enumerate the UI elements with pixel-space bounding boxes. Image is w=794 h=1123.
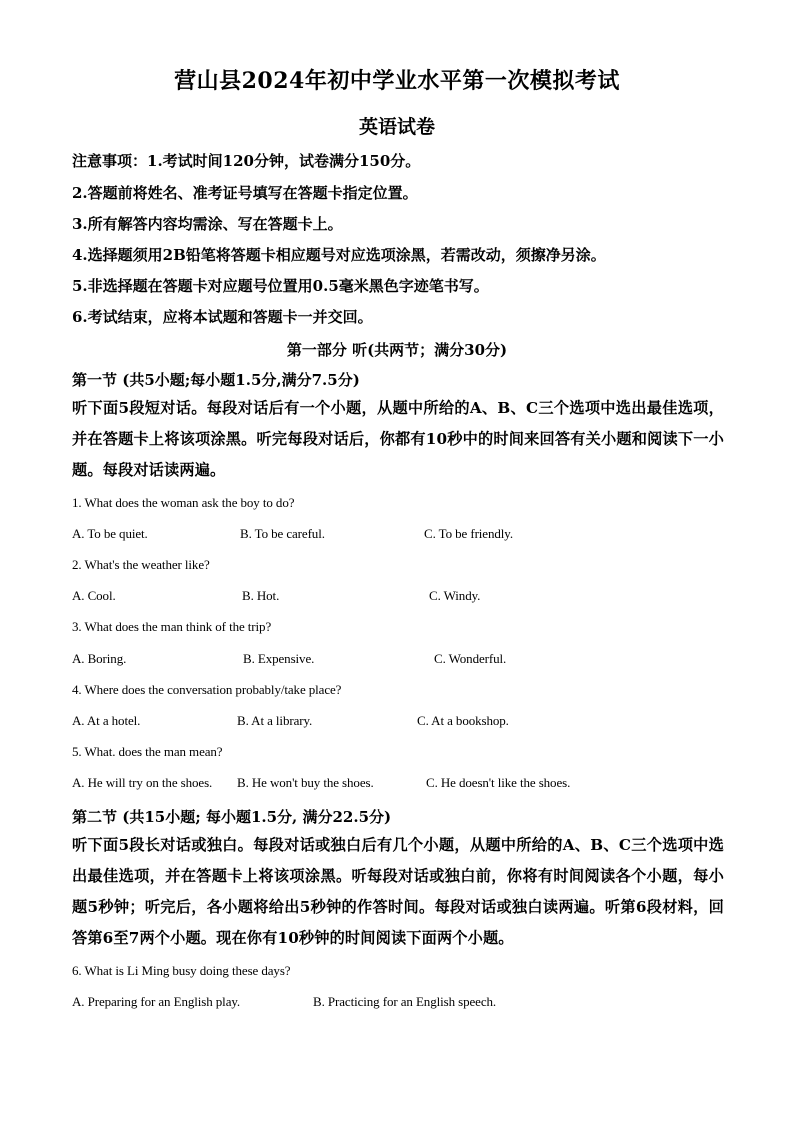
question-stem: 3. What does the man think of the trip?: [72, 619, 272, 634]
option-b: B. At a library.: [237, 713, 313, 728]
option-b: B. Hot.: [242, 588, 280, 603]
section-heading: 第二节 (共15小题; 每小题1.5分, 满分22.5分): [72, 808, 392, 826]
option-b: B. To be careful.: [240, 526, 325, 541]
option-a: A. He will try on the shoes.: [72, 775, 213, 790]
note-line: 3.所有解答内容均需涂、写在答题卡上。: [72, 215, 343, 233]
option-a: A. To be quiet.: [72, 526, 148, 541]
option-a: A. Boring.: [72, 651, 127, 666]
option-c: C. He doesn't like the shoes.: [426, 775, 571, 790]
section-instruction: 听下面5段长对话或独白。每段对话或独白后有几个小题，从题中所给的A、B、C三个选项中选出最佳选项，并在答题卡上将该项涂黑。听每段对话或独白前，你将有时间阅读各个小题，每小题5秒钟；听完后，各小题将给出5秒钟的作答时间。每段对话或独白读两遍。听第6段材料，回答第6至7两个小题。现在你有10秒钟的时间阅读下面两个小题。: [72, 836, 724, 947]
exam-subtitle: 英语试卷: [358, 116, 435, 138]
question-stem: 5. What. does the man mean?: [72, 744, 223, 759]
option-b: B. He won't buy the shoes.: [237, 775, 374, 790]
note-line: 注意事项：1.考试时间120分钟，试卷满分150分。: [72, 152, 421, 170]
option-c: C. Wonderful.: [434, 651, 507, 666]
option-c: C. Windy.: [429, 588, 481, 603]
section-instruction: 听下面5段短对话。每段对话后有一个小题，从题中所给的A、B、C三个选项中选出最佳选项，并在答题卡上将该项涂黑。听完每段对话后，你都有10秒中的时间来回答有关小题和阅读下一小题。每段对话读两遍。: [72, 399, 724, 479]
part-heading: 第一部分 听(共两节；满分30分): [286, 341, 508, 359]
option-b: B. Expensive.: [243, 651, 315, 666]
option-a: A. Preparing for an English play.: [72, 994, 241, 1009]
option-a: A. Cool.: [72, 588, 116, 603]
note-line: 2.答题前将姓名、准考证号填写在答题卡指定位置。: [72, 184, 418, 202]
question-stem: 6. What is Li Ming busy doing these days?: [72, 963, 291, 978]
note-line: 5.非选择题在答题卡对应题号位置用0.5毫米黑色字迹笔书写。: [72, 277, 489, 295]
option-b: B. Practicing for an English speech.: [313, 994, 497, 1009]
question-stem: 4. Where does the conversation probably/take place?: [72, 682, 342, 697]
section-heading: 第一节 (共5小题;每小题1.5分,满分7.5分): [72, 371, 360, 389]
exam-title: 营山县2024年初中学业水平第一次模拟考试: [174, 68, 620, 94]
question-stem: 1. What does the woman ask the boy to do?: [72, 495, 295, 510]
option-a: A. At a hotel.: [72, 713, 141, 728]
note-line: 4.选择题须用2B铅笔将答题卡相应题号对应选项涂黑，若需改动，须擦净另涂。: [72, 246, 606, 264]
question-stem: 2. What's the weather like?: [72, 557, 210, 572]
option-c: C. To be friendly.: [424, 526, 513, 541]
note-line: 6.考试结束，应将本试题和答题卡一并交回。: [72, 308, 373, 326]
option-c: C. At a bookshop.: [417, 713, 509, 728]
